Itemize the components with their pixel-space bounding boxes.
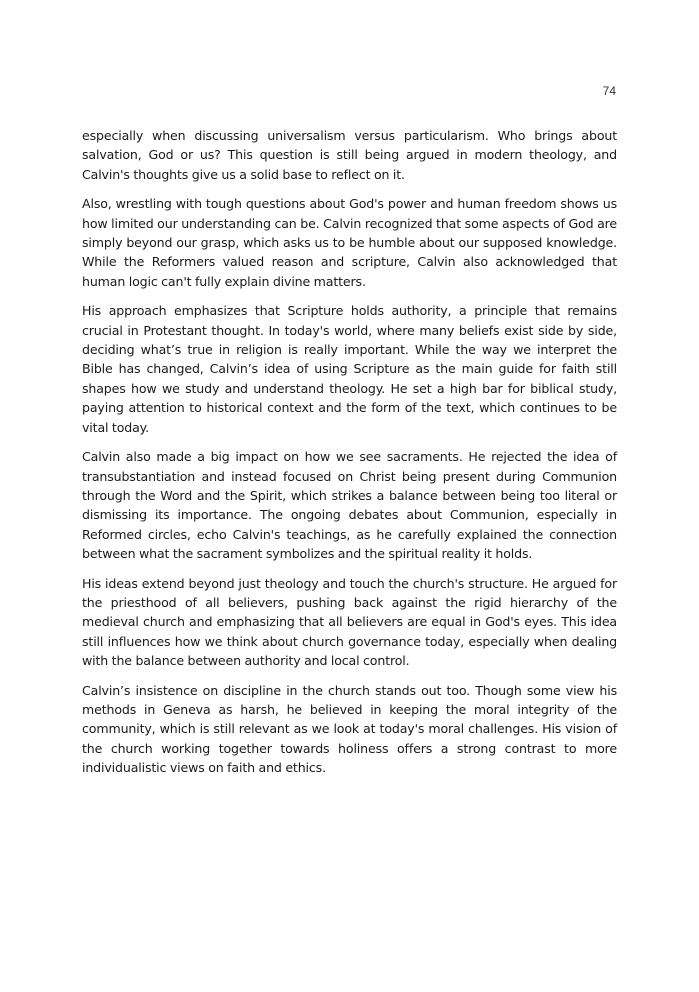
page-number: 74 (602, 84, 616, 98)
paragraph-gods-power: Also, wrestling with tough questions about God's power and human freedom shows us how limited our understanding can be. Calvin recognized that some aspects of God are simply beyond our grasp, which asks us to be humble about our supposed knowledge. While the Reformers valued reason and scripture, Calvin also acknowledged that human logic can't fully explain divine matters. (82, 196, 617, 289)
body-text (82, 126, 617, 788)
paragraph-universalism: especially when discussing universalism versus particularism. Who brings about salvation, God or us? This question is still being argued in modern theology, and Calvin's thoughts give us a solid base to reflect on it. (82, 128, 617, 182)
paragraph-church-structure: His ideas extend beyond just theology and touch the church's structure. He argued for the priesthood of all believers, pushing back against the rigid hierarchy of the medieval church and emphasizing that all believers are equal in God's eyes. This idea still influences how we think about church governance today, especially when dealing with the balance between authority and local control. (82, 575, 617, 669)
paragraph-scripture-authority: His approach emphasizes that Scripture holds authority, a principle that remains crucial in Protestant thought. In today's world, where many beliefs exist side by side, deciding what’s true in religion is really important. While the way we interpret the Bible has changed, Calvin’s idea of using Scripture as the main guide for faith still shapes how we study and understand theology. He set a high bar for biblical study, paying attention to historical context and the form of the text, which continues to be vital today. (82, 303, 617, 435)
paragraph-sacraments: Calvin also made a big impact on how we see sacraments. He rejected the idea of transubstantiation and instead focused on Christ being present during Communion through the Word and the Spirit, which strikes a balance between being too literal or dismissing its importance. The ongoing debates about Communion, especially in Reformed circles, echo Calvin's teachings, as he carefully explained the connection between what the sacrament symbolizes and the spiritual reality it holds. (82, 449, 617, 562)
paragraph-discipline: Calvin’s insistence on discipline in the church stands out too. Though some view his methods in Geneva as harsh, he believed in keeping the moral integrity of the community, which is still relevant as we look at today's moral challenges. His vision of the church working together towards holiness offers a strong contrast to more individualistic views on faith and ethics. (82, 682, 617, 776)
